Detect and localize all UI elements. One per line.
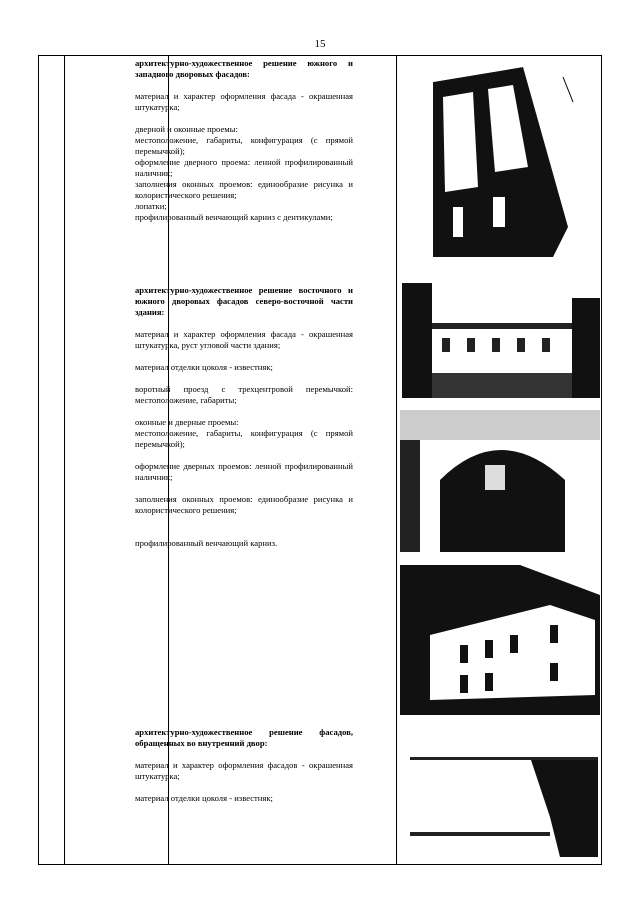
section-3-item: материал и характер оформления фасадов - окрашенная штукатурка; <box>135 760 353 781</box>
section-1-heading: архитектурно-художественное решение южного и западного дворовых фасадов: <box>135 58 353 79</box>
page-number: 15 <box>314 38 326 50</box>
section-2-item: профилированный венчающий карниз. <box>135 538 278 548</box>
section-1-item: оформление дверного проема: ленной профилированный наличник; <box>135 157 353 178</box>
facade-photo-corner <box>400 565 600 715</box>
section-3-item: материал отделки цоколя - известняк; <box>135 793 273 803</box>
section-2-text <box>135 285 353 549</box>
section-1-item: дверной и оконные проемы: <box>135 124 238 134</box>
section-1-item: местоположение, габариты, конфигурация (с прямой перемычкой); <box>135 135 353 156</box>
facade-photo-gateway <box>400 410 600 552</box>
section-2-item: местоположение, габариты, конфигурация (с прямой перемычкой); <box>135 428 353 449</box>
section-2-item: оформление дверных проемов: ленной профилированный наличник; <box>135 461 353 482</box>
section-2-item: материал и характер оформления фасада - окрашенная штукатурка, руст угловой части здания; <box>135 329 353 350</box>
section-3-heading: архитектурно-художественное решение фасадов, обращенных во внутренний двор: <box>135 727 353 748</box>
section-1-item: лопатки; <box>135 201 167 211</box>
section-2-item: воротный проезд с трехцентровой перемычкой: местоположение, габариты; <box>135 384 353 405</box>
section-2-item: оконные и дверные проемы: <box>135 417 239 427</box>
column-divider <box>64 56 65 864</box>
facade-photo-inner-courtyard <box>410 757 598 857</box>
section-1-item: профилированный венчающий карниз с дентикулами; <box>135 212 333 222</box>
facade-photo-south-west <box>433 67 583 257</box>
section-2-item: заполнения оконных проемов: единообразие рисунка и колористического решения; <box>135 494 353 515</box>
section-3-text <box>135 727 353 804</box>
facade-photo-east-south <box>402 283 600 398</box>
section-1-item: материал и характер оформления фасада - окрашенная штукатурка; <box>135 91 353 112</box>
column-divider <box>396 56 397 864</box>
section-1-text <box>135 58 353 223</box>
section-2-heading: архитектурно-художественное решение восточного и южного дворовых фасадов северо-восточной части здания: <box>135 285 353 317</box>
section-1-item: заполнения оконных проемов: единообразие рисунка и колористического решения; <box>135 179 353 200</box>
section-2-item: материал отделки цоколя - известняк; <box>135 362 273 372</box>
